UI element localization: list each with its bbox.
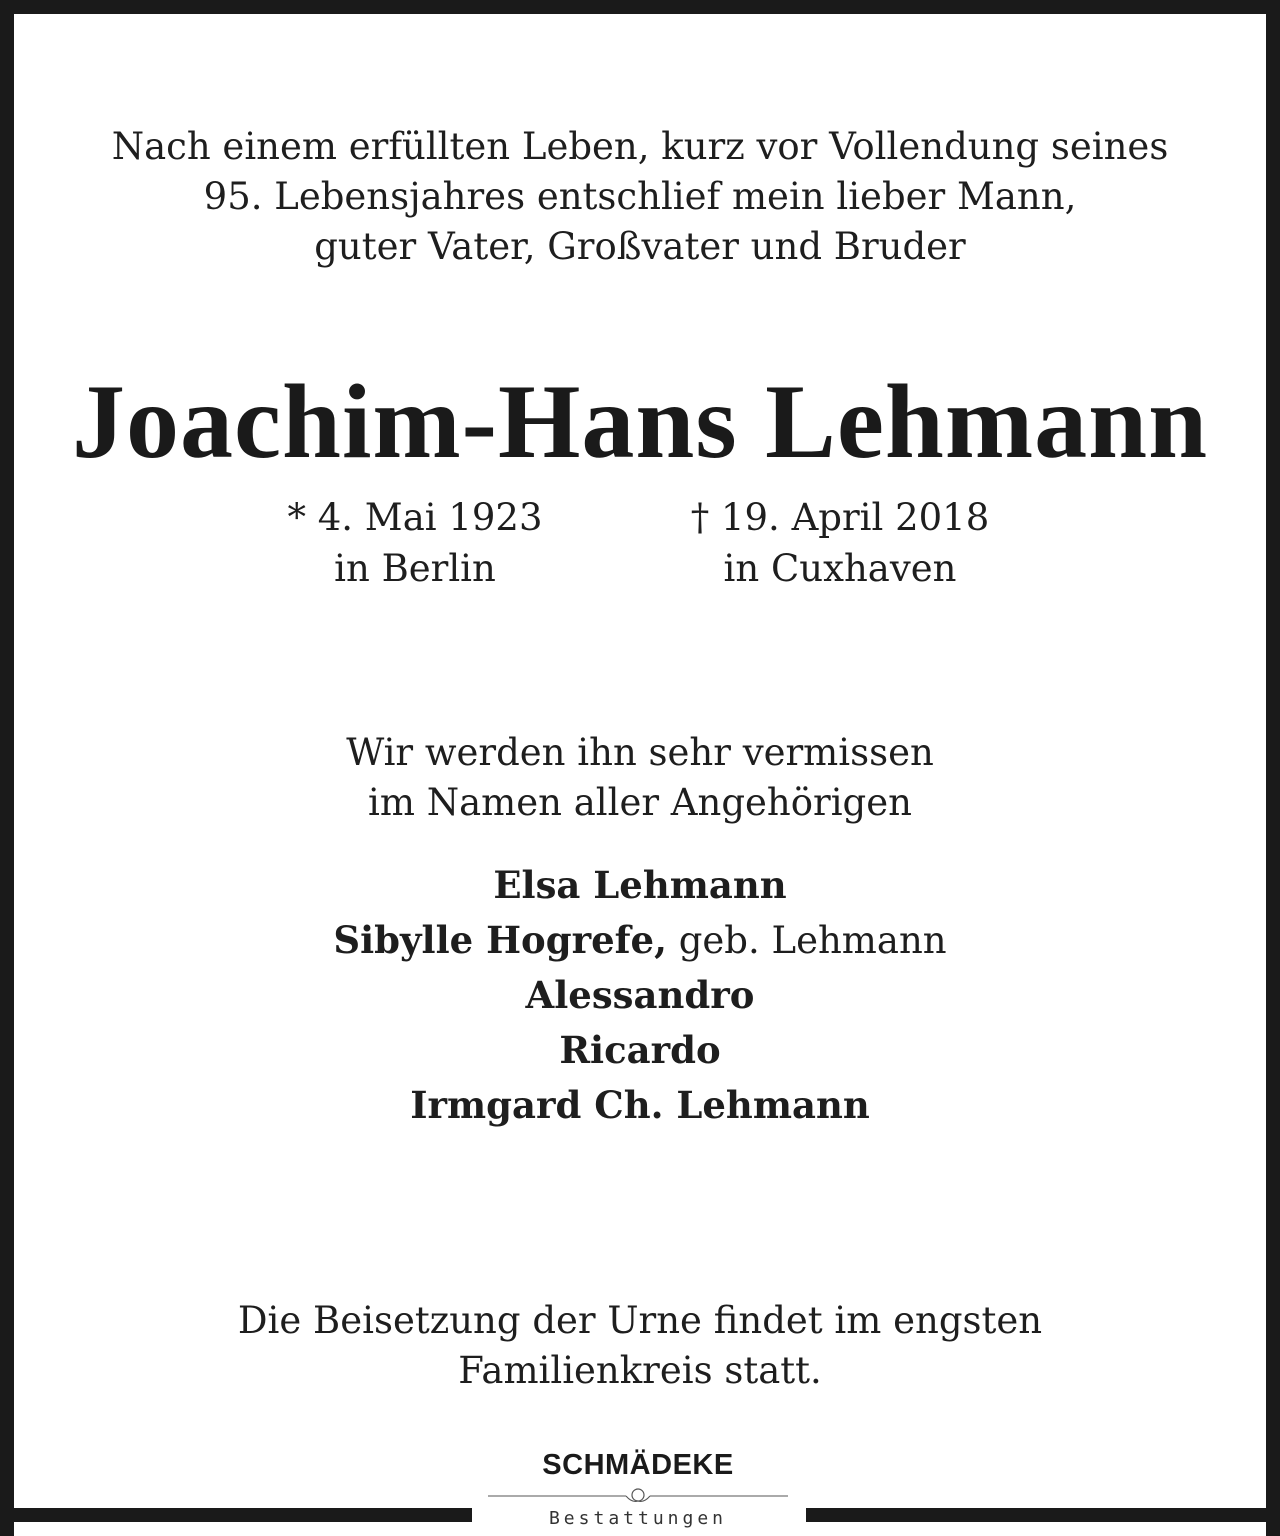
burial-notice	[0, 1296, 1280, 1396]
funeral-home-logo	[488, 1445, 788, 1531]
intro-text	[0, 122, 1280, 272]
family-member-sibylle-name: Sibylle Hogrefe,	[333, 918, 667, 962]
intro-line-3: guter Vater, Großvater und Bruder	[314, 225, 966, 268]
family-member-ricardo: Ricardo	[559, 1028, 721, 1072]
death-date: † 19. April 2018	[690, 496, 990, 539]
family-member-sibylle-suffix: geb. Lehmann	[666, 919, 947, 962]
family-member-irmgard: Irmgard Ch. Lehmann	[410, 1083, 870, 1127]
logo-name: SCHMÄDEKE	[542, 1449, 734, 1481]
border-bottom-left	[0, 1508, 472, 1522]
missing-text	[0, 728, 1280, 828]
intro-line-1: Nach einem erfüllten Leben, kurz vor Vollendung seines	[111, 125, 1169, 168]
burial-line-2: Familienkreis statt.	[458, 1349, 822, 1392]
birth-info	[270, 492, 560, 594]
death-info	[660, 492, 1020, 594]
logo-ornament-icon	[488, 1485, 788, 1507]
border-bottom-right	[806, 1508, 1280, 1522]
deceased-name: Joachim-Hans Lehmann	[71, 363, 1209, 480]
intro-line-2: 95. Lebensjahres entschlief mein lieber Mann,	[203, 175, 1077, 218]
family-list	[0, 858, 1280, 1133]
birth-place: in Berlin	[334, 547, 496, 590]
burial-line-1: Die Beisetzung der Urne findet im engsten	[237, 1299, 1043, 1342]
missing-line-2: im Namen aller Angehörigen	[368, 781, 912, 824]
family-member-alessandro: Alessandro	[525, 973, 755, 1017]
family-member-elsa: Elsa Lehmann	[493, 863, 787, 907]
logo-subtitle: Bestattungen	[548, 1508, 728, 1529]
birth-date: * 4. Mai 1923	[287, 496, 543, 539]
death-place: in Cuxhaven	[723, 547, 957, 590]
family-member-sibylle	[0, 913, 1280, 968]
missing-line-1: Wir werden ihn sehr vermissen	[346, 731, 934, 774]
